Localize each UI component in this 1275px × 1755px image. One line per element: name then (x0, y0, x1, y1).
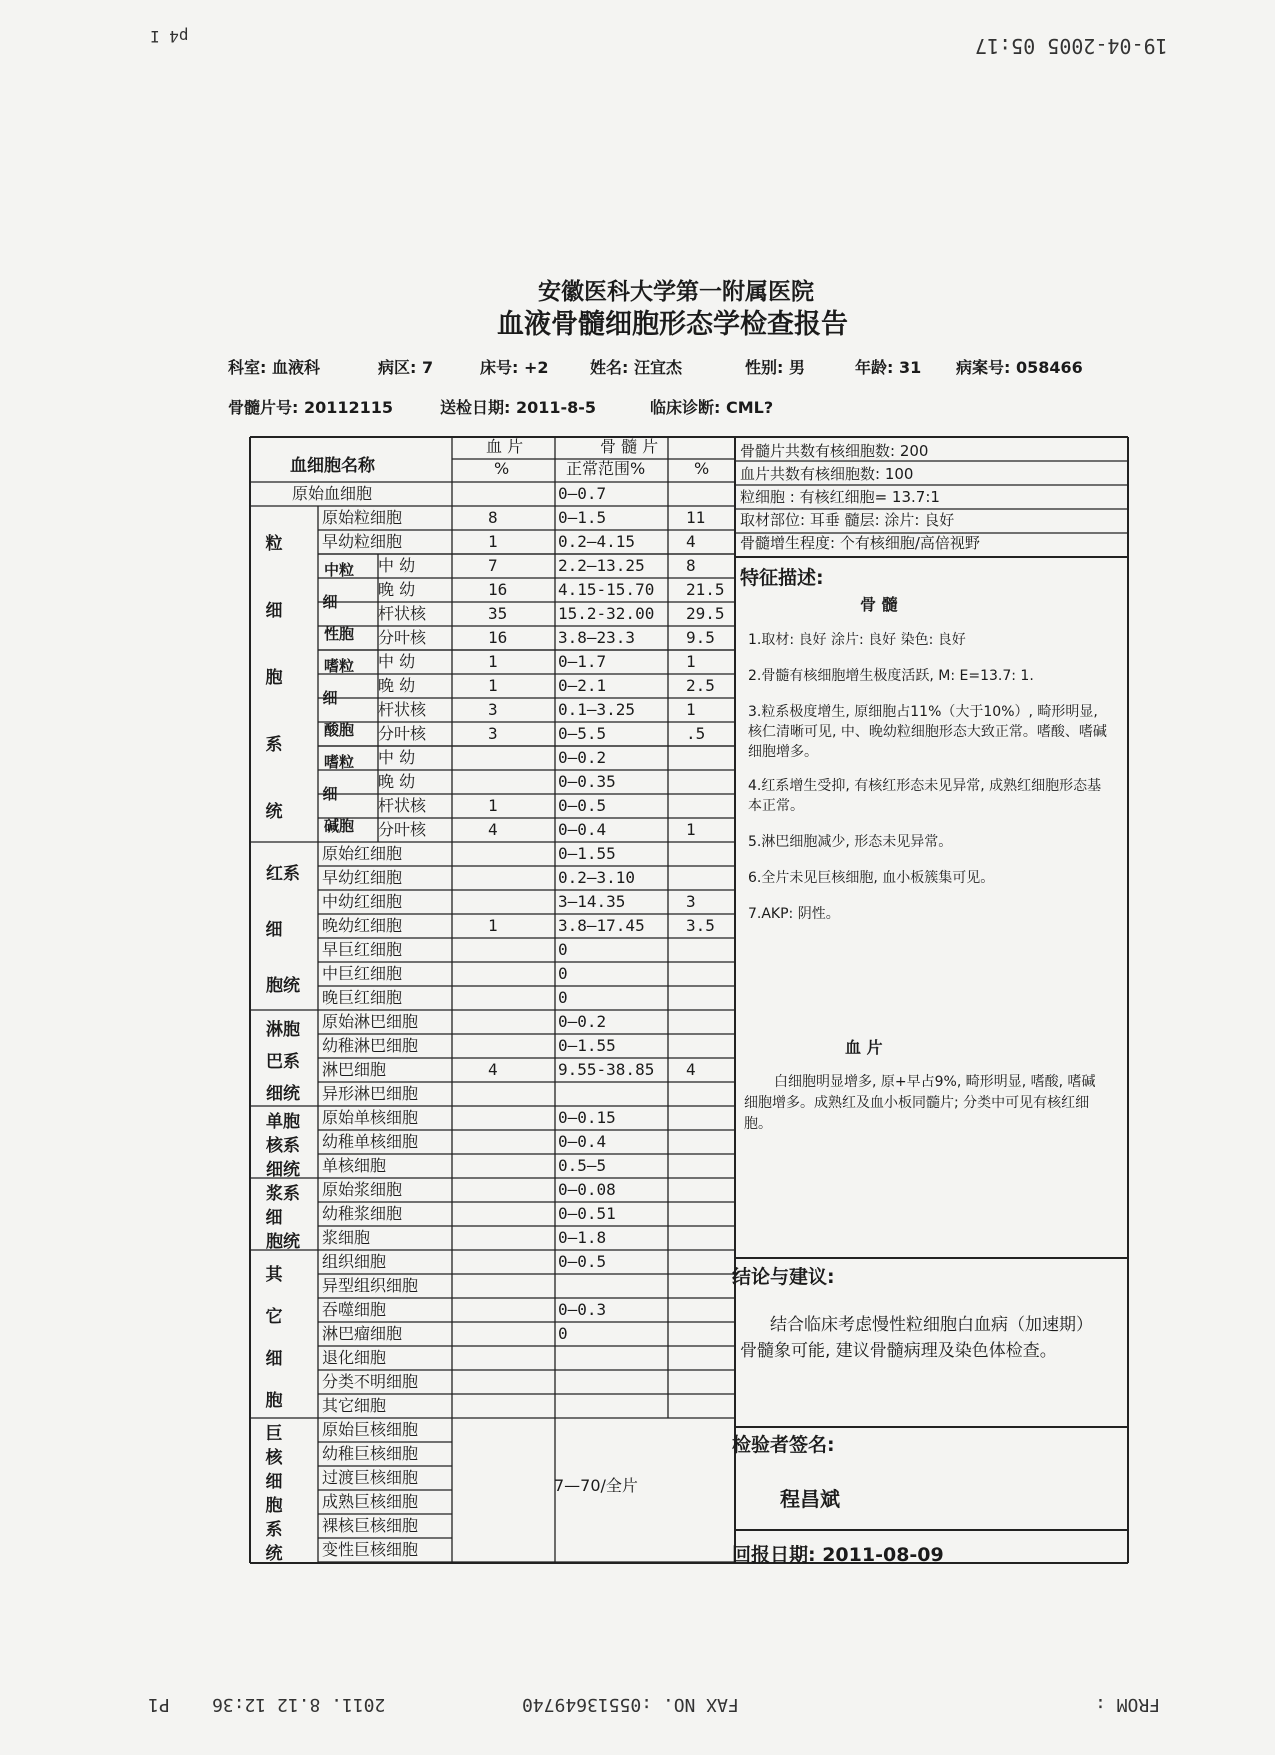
row-name: 吞噬细胞 (322, 1300, 387, 1319)
row-name: 异形淋巴细胞 (322, 1084, 419, 1103)
row-name: 原始淋巴细胞 (322, 1012, 419, 1031)
row-marrow: 4 (686, 532, 696, 551)
summary-line: 血片共数有核细胞数: 100 (740, 465, 914, 483)
row-name: 原始粒细胞 (322, 508, 403, 527)
row-marrow: 9.5 (686, 628, 715, 647)
row-blood: 1 (488, 532, 498, 551)
features-title: 特征描述: (740, 567, 824, 589)
lymphoid-group-label: 巴系 (266, 1052, 300, 1072)
header-marrow: 骨 髓 片 (600, 437, 659, 456)
conclusion-title: 结论与建议: (732, 1266, 835, 1288)
patient-age: 年龄: 31 (855, 358, 922, 377)
row-range: 3—14.35 (558, 892, 626, 911)
feature-item: 4.红系增生受抑, 有核红形态未见异常, 成熟红细胞形态基本正常。 (748, 778, 1102, 814)
fax-number: FAX NO. :05513649740 (522, 1694, 739, 1715)
row-marrow: .5 (686, 724, 706, 743)
basophil-subgroup-label: 嗜粒 (323, 753, 354, 771)
row-name: 淋巴细胞 (322, 1060, 387, 1079)
row-range: 0—0.15 (558, 1108, 616, 1127)
marrow-heading: 骨 髓 (860, 595, 898, 614)
report-date: 回报日期: 2011-08-09 (732, 1544, 944, 1566)
row-name: 浆细胞 (322, 1228, 371, 1247)
row-range: 0—0.35 (558, 772, 616, 791)
signature-label: 检验者签名: (732, 1434, 835, 1456)
row-name: 杆状核 (378, 796, 427, 815)
neutrophil-subgroup-label: 中粒 (323, 561, 354, 579)
row-marrow: 3 (686, 892, 696, 911)
row-range: 0—0.2 (558, 748, 607, 767)
report-title: 血液骨髓细胞形态学检查报告 (497, 309, 848, 340)
megakaryocyte-group-label: 系 (265, 1520, 283, 1540)
row-name: 组织细胞 (322, 1252, 387, 1271)
row-range: 0—0.3 (558, 1300, 607, 1319)
row-name: 早幼粒细胞 (322, 532, 403, 551)
row-name: 中 幼 (378, 556, 416, 575)
row-blood: 1 (488, 916, 498, 935)
row-name: 晚 幼 (378, 580, 416, 599)
row-name: 变性巨核细胞 (322, 1540, 419, 1559)
clinical-diagnosis: 临床诊断: CML? (650, 398, 774, 417)
row-name: 退化细胞 (322, 1348, 387, 1367)
row-range: 0—0.4 (558, 1132, 607, 1151)
row-range: 0—2.1 (558, 676, 607, 695)
row-name: 中 幼 (378, 652, 416, 671)
row-range: 0—0.51 (558, 1204, 616, 1223)
row-name: 晚 幼 (378, 676, 416, 695)
row-blood: 1 (488, 652, 498, 671)
row-name: 杆状核 (378, 700, 427, 719)
row-range: 0—0.5 (558, 796, 607, 815)
megakaryocyte-group-label: 细 (265, 1472, 283, 1492)
row-range: 0—0.5 (558, 1252, 607, 1271)
row-name: 分叶核 (378, 724, 427, 743)
row-name: 中巨红细胞 (322, 964, 403, 983)
row-range: 0 (558, 940, 568, 959)
row-name: 原始浆细胞 (322, 1180, 403, 1199)
row-name: 杆状核 (378, 604, 427, 623)
row-range: 0—0.08 (558, 1180, 616, 1199)
row-name: 早幼红细胞 (322, 868, 403, 887)
row-name: 异型组织细胞 (322, 1276, 419, 1295)
row-range: 0 (558, 1324, 568, 1343)
row-blood: 1 (488, 796, 498, 815)
row-range: 2.2—13.25 (558, 556, 645, 575)
granulocyte-group-label: 系 (265, 735, 283, 756)
row-marrow: 8 (686, 556, 696, 575)
header-blood-pct: % (494, 459, 510, 478)
row-marrow: 11 (686, 508, 706, 527)
fax-from: FROM : (1095, 1694, 1161, 1715)
fax-page-bottom: P1 (148, 1694, 170, 1715)
row-name: 晚幼红细胞 (322, 916, 403, 935)
plasma-group-label: 细 (265, 1208, 283, 1228)
row-range: 4.15-15.70 (558, 580, 655, 599)
megakaryocyte-group-label: 胞 (265, 1496, 283, 1516)
lymphoid-group-label: 细统 (266, 1084, 300, 1104)
row-range: 3.8—17.45 (558, 916, 645, 935)
feature-item: 5.淋巴细胞减少, 形态未见异常。 (748, 834, 953, 850)
row-range: 0.1—3.25 (558, 700, 636, 719)
plasma-group-label: 浆系 (266, 1184, 300, 1204)
row-name: 早巨红细胞 (322, 940, 403, 959)
submit-date: 送检日期: 2011-8-5 (440, 398, 597, 417)
row-name: 中 幼 (378, 748, 416, 767)
row-range: 3.8—23.3 (558, 628, 636, 647)
basophil-subgroup-label: 碱胞 (323, 817, 354, 835)
eosinophil-subgroup-label: 嗜粒 (323, 657, 354, 675)
header-cell-name: 血细胞名称 (290, 456, 375, 476)
granulocyte-group-label: 胞 (265, 668, 283, 688)
summary-block (740, 440, 1120, 555)
row-marrow: 3.5 (686, 916, 715, 935)
erythroid-group-label: 红系 (266, 864, 300, 884)
neutrophil-subgroup-label: 性胞 (323, 625, 354, 643)
header-range: 正常范围% (566, 459, 646, 478)
monocyte-group-label: 单胞 (266, 1112, 300, 1132)
summary-line: 粒细胞 : 有核红细胞= 13.7:1 (740, 488, 940, 506)
erythroid-group-label: 细 (265, 920, 283, 940)
megakaryocyte-group-label: 核 (265, 1448, 283, 1468)
signature-name: 程昌斌 (780, 1487, 840, 1511)
blood-heading: 血 片 (845, 1038, 883, 1057)
patient-record: 病案号: 058466 (956, 358, 1083, 377)
fax-datetime-top: 19-04-2005 05:17 (975, 34, 1168, 58)
granulocyte-group-label: 细 (265, 600, 283, 621)
megakaryocyte-group-label: 巨 (265, 1424, 283, 1444)
row-name: 原始红细胞 (322, 844, 403, 863)
other-group-label: 其 (265, 1265, 283, 1285)
summary-line: 取材部位: 耳垂 髓层: 涂片: 良好 (740, 511, 955, 529)
row-range: 0—1.7 (558, 652, 607, 671)
lymphoid-group-label: 淋胞 (266, 1020, 300, 1040)
row-range: 0—1.8 (558, 1228, 607, 1247)
row-range: 15.2-32.00 (558, 604, 655, 623)
hospital-name: 安徽医科大学第一附属医院 (538, 278, 814, 305)
row-blood: 3 (488, 700, 498, 719)
neutrophil-subgroup-label: 细 (322, 593, 338, 611)
row-blood: 7 (488, 556, 498, 575)
row-blood: 8 (488, 508, 498, 527)
row-marrow: 21.5 (686, 580, 725, 599)
patient-bed: 床号: +2 (480, 358, 549, 377)
feature-item: 1.取材: 良好 涂片: 良好 染色: 良好 (748, 632, 966, 648)
conclusion-text: 结合临床考虑慢性粒细胞白血病（加速期）骨髓象可能, 建议骨髓病理及染色体检查。 (740, 1315, 1093, 1361)
row-range: 0—0.4 (558, 820, 607, 839)
row-range: 0 (558, 964, 568, 983)
row-range: 0—0.7 (558, 484, 607, 503)
row-name: 晚巨红细胞 (322, 988, 403, 1007)
row-range: 0—1.55 (558, 1036, 616, 1055)
summary-line: 骨髓片共数有核细胞数: 200 (740, 442, 929, 460)
row-range: 0—1.55 (558, 844, 616, 863)
eosinophil-subgroup-label: 酸胞 (323, 721, 354, 739)
other-group-label: 它 (265, 1307, 283, 1327)
marrow-slide-no: 骨髓片号: 20112115 (228, 398, 394, 417)
row-blood: 3 (488, 724, 498, 743)
row-blood: 16 (488, 628, 508, 647)
other-group-label: 胞 (265, 1391, 283, 1411)
row-name: 原始单核细胞 (322, 1108, 419, 1127)
row-name: 幼稚单核细胞 (322, 1132, 419, 1151)
megakaryocyte-range: 7—70/全片 (554, 1476, 638, 1495)
row-range: 0.2—4.15 (558, 532, 636, 551)
blood-description: 白细胞明显增多, 原+早占9%, 畸形明显, 嗜酸, 嗜碱细胞增多。成熟红及血小板同髓片; 分类中可见有核红细胞。 (744, 1074, 1096, 1132)
feature-item: 6.全片未见巨核细胞, 血小板簇集可见。 (748, 870, 995, 886)
basophil-subgroup-label: 细 (322, 785, 338, 803)
granulocyte-group-label: 粒 (265, 533, 283, 554)
row-range: 0—0.2 (558, 1012, 607, 1031)
feature-item: 2.骨髓有核细胞增生极度活跃, M: E=13.7: 1. (748, 668, 1034, 684)
row-name: 幼稚巨核细胞 (322, 1444, 419, 1463)
row-name: 淋巴瘤细胞 (322, 1324, 403, 1343)
plasma-group-label: 胞统 (266, 1232, 300, 1252)
row-blood: 4 (488, 1060, 498, 1079)
row-marrow: 2.5 (686, 676, 715, 695)
monocyte-group-label: 细统 (266, 1160, 300, 1180)
features-list (748, 630, 1110, 924)
header-blood: 血 片 (486, 437, 524, 456)
fax-datetime-bottom: 2011. 8.12 12:36 (212, 1694, 386, 1715)
row-marrow: 1 (686, 652, 696, 671)
row-range: 0—5.5 (558, 724, 607, 743)
row-name: 分类不明细胞 (322, 1372, 419, 1391)
row-marrow: 4 (686, 1060, 696, 1079)
row-name: 原始巨核细胞 (322, 1420, 419, 1439)
row-range: 9.55-38.85 (558, 1060, 655, 1079)
summary-line: 骨髓增生程度: 个有核细胞/高倍视野 (740, 534, 980, 552)
row-range: 0.5—5 (558, 1156, 607, 1175)
erythroid-group-label: 胞统 (266, 976, 300, 996)
patient-name: 姓名: 汪宜杰 (590, 358, 682, 377)
row-range: 0.2—3.10 (558, 868, 636, 887)
patient-sex: 性别: 男 (745, 358, 805, 377)
fax-page-top: p4 I (150, 27, 189, 46)
row-range: 0 (558, 988, 568, 1007)
row-name: 晚 幼 (378, 772, 416, 791)
row-name: 成熟巨核细胞 (322, 1492, 419, 1511)
row-name: 过渡巨核细胞 (322, 1468, 419, 1487)
granulocyte-group-label: 统 (265, 802, 283, 823)
row-name: 原始血细胞 (292, 484, 373, 503)
header-marrow-pct: % (694, 459, 710, 478)
row-name: 分叶核 (378, 628, 427, 647)
other-group-label: 细 (265, 1349, 283, 1369)
row-name: 幼稚浆细胞 (322, 1204, 403, 1223)
row-name: 幼稚淋巴细胞 (322, 1036, 419, 1055)
row-blood: 16 (488, 580, 508, 599)
row-name: 裸核巨核细胞 (322, 1516, 419, 1535)
row-blood: 35 (488, 604, 508, 623)
row-blood: 1 (488, 676, 498, 695)
row-name: 中幼红细胞 (322, 892, 403, 911)
monocyte-group-label: 核系 (266, 1136, 300, 1156)
eosinophil-subgroup-label: 细 (322, 689, 338, 707)
feature-item: 3.粒系极度增生, 原细胞占11%（大于10%）, 畸形明显, 核仁清晰可见, 中、晚幼粒细胞形态大致正常。嗜酸、嗜碱细胞增多。 (748, 704, 1107, 760)
row-name: 其它细胞 (322, 1396, 387, 1415)
row-marrow: 1 (686, 700, 696, 719)
row-marrow: 1 (686, 820, 696, 839)
feature-item: 7.AKP: 阴性。 (748, 906, 840, 922)
megakaryocyte-group-label: 统 (265, 1544, 283, 1564)
row-marrow: 29.5 (686, 604, 725, 623)
row-blood: 4 (488, 820, 498, 839)
row-name: 分叶核 (378, 820, 427, 839)
row-name: 单核细胞 (322, 1156, 387, 1175)
row-range: 0—1.5 (558, 508, 607, 527)
patient-ward: 病区: 7 (378, 358, 434, 377)
patient-dept: 科室: 血液科 (228, 358, 320, 377)
